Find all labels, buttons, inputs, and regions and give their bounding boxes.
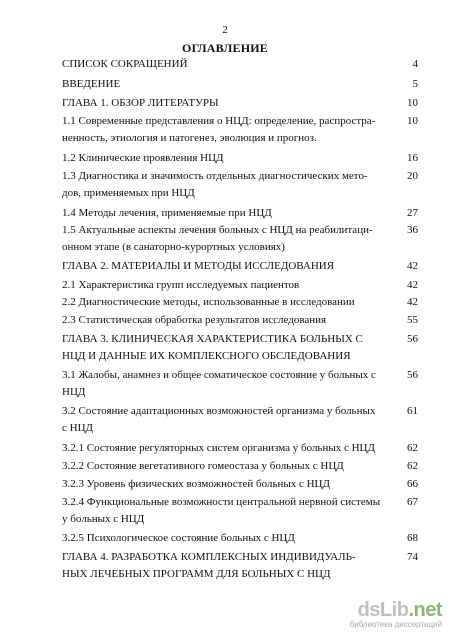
toc-entry-text: 2.1 Характеристика групп исследуемых пациентов bbox=[62, 279, 300, 291]
toc-entry-text: 2.3 Статистическая обработка результатов исследования bbox=[62, 314, 327, 326]
toc-entry-1-5 bbox=[62, 222, 402, 256]
toc-entry-2-3 bbox=[62, 312, 402, 329]
toc-page-ref: 4 bbox=[412, 58, 418, 70]
toc-entry-chapter-3 bbox=[62, 331, 402, 365]
toc-page-ref: 62 bbox=[407, 442, 418, 454]
toc-page-ref: 66 bbox=[407, 478, 418, 490]
toc-page-ref: 10 bbox=[407, 115, 418, 127]
toc-entry-text: 3.2.2 Состояние вегетативного гомеостаза у больных с НЦД bbox=[62, 460, 344, 472]
toc-entry-text: СПИСОК СОКРАЩЕНИЙ bbox=[62, 58, 188, 70]
toc-entry-3-2-1 bbox=[62, 440, 402, 457]
toc-entry-1-1 bbox=[62, 113, 402, 147]
toc-page-ref: 68 bbox=[407, 532, 418, 544]
toc-page-ref: 42 bbox=[407, 296, 418, 308]
toc-entry-3-2 bbox=[62, 403, 402, 437]
watermark-logo-accent: .net bbox=[408, 599, 442, 621]
toc-entry-chapter-1 bbox=[62, 95, 402, 112]
toc-entry-text: ГЛАВА 4. РАЗРАБОТКА КОМПЛЕКСНЫХ ИНДИВИДУАЛЬ- bbox=[62, 551, 356, 563]
toc-page-ref: 42 bbox=[407, 260, 418, 272]
toc-title: ОГЛАВЛЕНИЕ bbox=[182, 41, 268, 55]
toc-entry-introduction bbox=[62, 76, 402, 93]
toc-entry-text: 1.2 Клинические проявления НЦД bbox=[62, 152, 224, 164]
toc-entry-text: у больных с НЦД bbox=[62, 513, 145, 525]
toc-entry-text: дов, применяемых при НЦД bbox=[62, 187, 195, 199]
toc-page-ref: 5 bbox=[412, 78, 418, 90]
toc-entry-abbreviations bbox=[62, 56, 402, 73]
watermark-logo-main: dsLib bbox=[357, 599, 409, 621]
toc-page-ref: 56 bbox=[407, 369, 418, 381]
toc-page-ref: 42 bbox=[407, 279, 418, 291]
toc-entry-text: НЦД bbox=[62, 386, 86, 398]
page-number: 2 bbox=[222, 24, 228, 36]
toc-entry-text: ГЛАВА 3. КЛИНИЧЕСКАЯ ХАРАКТЕРИСТИКА БОЛЬНЫХ С bbox=[62, 333, 363, 345]
toc-entry-text: 3.2 Состояние адаптационных возможностей организма у больных bbox=[62, 405, 376, 417]
toc-page-ref: 74 bbox=[407, 551, 418, 563]
toc-entry-text: 1.3 Диагностика и значимость отдельных диагностических мето- bbox=[62, 170, 368, 182]
toc-entry-text: 1.1 Современные представления о НЦД: определение, распростра- bbox=[62, 115, 376, 127]
toc-entry-chapter-4 bbox=[62, 549, 402, 583]
toc-entry-3-2-5 bbox=[62, 530, 402, 547]
toc-entry-3-2-4 bbox=[62, 494, 402, 528]
toc-page-ref: 55 bbox=[407, 314, 418, 326]
toc-entry-1-3 bbox=[62, 168, 402, 202]
toc-page-ref: 27 bbox=[407, 207, 418, 219]
toc-page-ref: 61 bbox=[407, 405, 418, 417]
toc-entry-3-2-3 bbox=[62, 476, 402, 493]
watermark-subtitle: библиотека диссертаций bbox=[349, 620, 442, 629]
toc-page-ref: 67 bbox=[407, 496, 418, 508]
watermark-logo-text bbox=[358, 599, 442, 622]
toc-entry-text: 3.2.3 Уровень физических возможностей больных с НЦД bbox=[62, 478, 331, 490]
toc-entry-chapter-2 bbox=[62, 258, 402, 275]
toc-entry-2-2 bbox=[62, 294, 402, 311]
toc-page-ref: 16 bbox=[407, 152, 418, 164]
toc-page-ref: 20 bbox=[407, 170, 418, 182]
toc-entry-text: ГЛАВА 1. ОБЗОР ЛИТЕРАТУРЫ bbox=[62, 97, 219, 109]
toc-entry-text: ГЛАВА 2. МАТЕРИАЛЫ И МЕТОДЫ ИССЛЕДОВАНИЯ bbox=[62, 260, 335, 272]
toc-entry-text: ненность, этиология и патогенез, эволюция и прогноз. bbox=[62, 132, 317, 144]
toc-entry-2-1 bbox=[62, 277, 402, 294]
toc-entry-text: с НЦД bbox=[62, 422, 94, 434]
toc-entry-3-1 bbox=[62, 367, 402, 401]
toc-entry-text: 1.5 Актуальные аспекты лечения больных с НЦД на реабилитаци- bbox=[62, 224, 373, 236]
toc-page-ref: 62 bbox=[407, 460, 418, 472]
toc-entry-1-2 bbox=[62, 150, 402, 167]
toc-page-ref: 10 bbox=[407, 97, 418, 109]
toc-entry-text: 3.2.5 Психологическое состояние больных с НЦД bbox=[62, 532, 295, 544]
toc-entry-text: 2.2 Диагностические методы, использованные в исследовании bbox=[62, 296, 355, 308]
toc-entry-text: 3.2.4 Функциональные возможности центральной нервной системы bbox=[62, 496, 381, 508]
toc-entry-text: 3.2.1 Состояние регуляторных систем организма у больных с НЦД bbox=[62, 442, 375, 454]
toc-entry-text: 3.1 Жалобы, анамнез и общее соматическое состояние у больных с bbox=[62, 369, 376, 381]
toc-page-ref: 36 bbox=[407, 224, 418, 236]
toc-page-ref: 56 bbox=[407, 333, 418, 345]
toc-entry-text: ВВЕДЕНИЕ bbox=[62, 78, 121, 90]
toc-entry-text: НЫХ ЛЕЧЕБНЫХ ПРОГРАММ ДЛЯ БОЛЬНЫХ С НЦД bbox=[62, 568, 331, 580]
toc-entry-text: НЦД И ДАННЫЕ ИХ КОМПЛЕКСНОГО ОБСЛЕДОВАНИЯ bbox=[62, 350, 351, 362]
watermark-logo bbox=[322, 599, 442, 629]
toc-entry-text: 1.4 Методы лечения, применяемые при НЦД bbox=[62, 207, 272, 219]
toc-entry-1-4 bbox=[62, 205, 402, 222]
toc-entry-text: онном этапе (в санаторно-курортных условиях) bbox=[62, 241, 285, 253]
toc-entry-3-2-2 bbox=[62, 458, 402, 475]
